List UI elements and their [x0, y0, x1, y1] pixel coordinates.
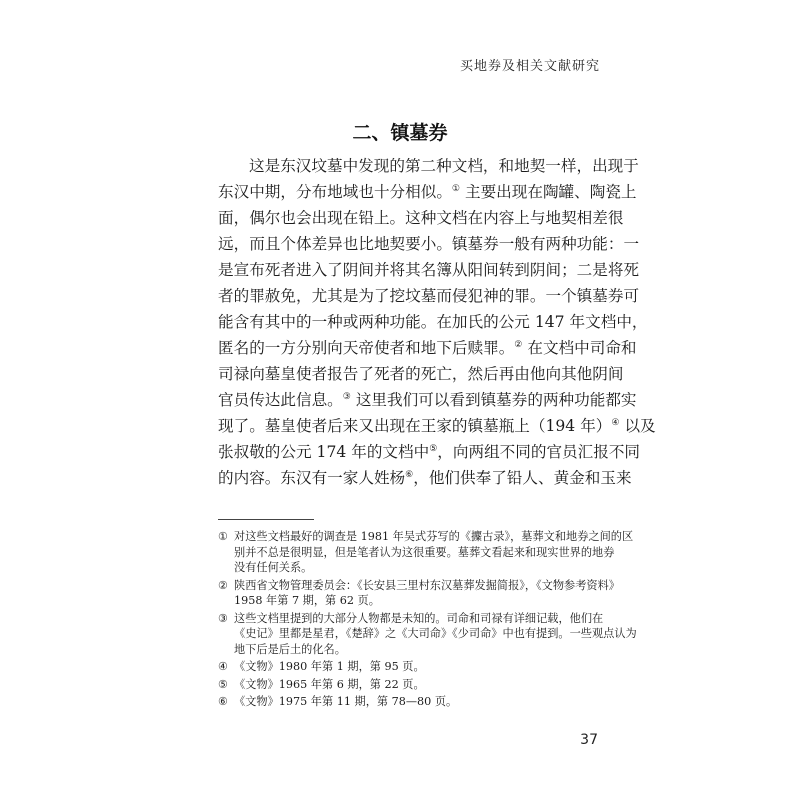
body-line: 者的罪赦免，尤其是为了挖坟墓而侵犯神的罪。一个镇墓券可	[218, 287, 640, 305]
body-line: 远，而且个体差异也比地契要小。镇墓券一般有两种功能：一	[218, 235, 640, 253]
footnote-text	[234, 529, 633, 576]
footnote-line: 陕西省文物管理委员会：《长安县三里村东汉墓葬发掘简报》，《文物参考资料》	[234, 578, 620, 592]
footnote-ref: ①	[451, 184, 460, 194]
footnote-mark: ⑤	[218, 677, 229, 691]
body-line: 司禄向墓皇使者报告了死者的死亡，然后再由他向其他阴间	[218, 365, 624, 383]
body-line	[218, 465, 632, 491]
body-text-segment: 这里我们可以看到镇墓券的两种功能都实	[355, 391, 637, 409]
footnote-text	[234, 694, 600, 710]
footnote-mark: ①	[218, 530, 229, 543]
footnote-6	[218, 694, 600, 710]
body-text-segment: ，向两组不同的官员汇报不同	[437, 443, 641, 461]
body-text-segment: 现了。墓皇使者后来又出现在王家的镇墓瓶上（194 年）	[218, 417, 612, 435]
footnote-line: 《文物》1975 年第 11 期，第 78—80 页。	[234, 695, 458, 708]
footnote-mark: ⑥	[218, 695, 229, 708]
footnote-line: 别并不总是很明显，但是笔者认为这很重要。墓葬文看起来和现实世界的地券	[234, 545, 615, 559]
footnote-text	[234, 677, 600, 693]
footnote-1	[218, 529, 634, 576]
footnote-divider	[218, 519, 314, 520]
footnote-ref: ⑤	[429, 444, 438, 454]
section-heading: 二、镇墓券	[352, 122, 448, 144]
footnote-ref: ④	[611, 418, 620, 428]
body-line: 是宣布死者进入了阴间并将其名簿从阳间转到阴间；二是将死	[218, 261, 640, 279]
body-line	[218, 179, 637, 205]
footnote-line: 地下后是后土的化名。	[234, 642, 346, 656]
body-text-segment: 的内容。东汉有一家人姓杨	[218, 469, 406, 487]
body-line	[218, 335, 637, 361]
footnote-line: 《文物》1980 年第 1 期，第 95 页。	[234, 660, 425, 673]
footnote-line: 对这些文档最好的调查是 1981 年吴式芬写的《攈古录》，墓葬文和地券之间的区	[234, 530, 634, 543]
page-number: 37	[580, 732, 598, 748]
footnote-5	[218, 677, 600, 693]
footnote-text	[234, 578, 620, 609]
body-text-segment: 官员传达此信息。	[218, 391, 343, 409]
body-text-segment: 以及	[624, 417, 656, 435]
footnote-text	[234, 659, 600, 675]
footnote-line: 没有任何关系。	[234, 561, 313, 574]
footnote-ref: ②	[514, 340, 523, 350]
footnote-2	[218, 578, 620, 609]
footnote-text	[234, 611, 637, 658]
footnote-ref: ③	[342, 392, 351, 402]
body-line	[218, 439, 641, 465]
body-text	[218, 153, 656, 491]
footnote-line: 这些文档里提到的大部分人物都是未知的。司命和司禄有详细记载，他们在	[234, 611, 604, 625]
body-line	[218, 413, 656, 439]
body-text-segment: 匿名的一方分别向天帝使者和地下后赎罪。	[218, 339, 515, 357]
footnote-line: 《史记》里都是星君，《楚辞》之《大司命》《少司命》中也有提到。一些观点认为	[234, 627, 637, 640]
body-line	[218, 387, 637, 413]
body-line: 这是东汉坟墓中发现的第二种文档，和地契一样，出现于	[249, 157, 639, 175]
body-text-segment: 东汉中期，分布地域也十分相似。	[218, 183, 452, 201]
footnote-3	[218, 611, 637, 658]
body-line: 面，偶尔也会出现在铅上。这种文档在内容上与地契相差很	[218, 209, 624, 227]
footnote-4	[218, 659, 600, 675]
footnote-mark: ④	[218, 660, 229, 673]
body-text-segment: ，他们供奉了铅人、黄金和玉来	[413, 469, 632, 487]
body-line: 能含有其中的一种或两种功能。在加氏的公元 147 年文档中，	[218, 313, 648, 331]
footnote-ref: ⑥	[405, 470, 414, 480]
body-text-segment: 在文档中司命和	[527, 339, 637, 357]
footnote-line: 《文物》1965 年第 6 期，第 22 页。	[234, 677, 425, 691]
footnotes	[218, 529, 637, 712]
footnote-line: 1958 年第 7 期，第 62 页。	[234, 594, 380, 607]
footnote-mark: ②	[218, 578, 229, 592]
body-text-segment: 主要出现在陶罐、陶瓷上	[464, 183, 637, 201]
footnote-mark: ③	[218, 611, 229, 625]
running-header: 买地券及相关文献研究	[459, 59, 600, 74]
body-text-segment: 张叔敬的公元 174 年的文档中	[218, 443, 430, 461]
